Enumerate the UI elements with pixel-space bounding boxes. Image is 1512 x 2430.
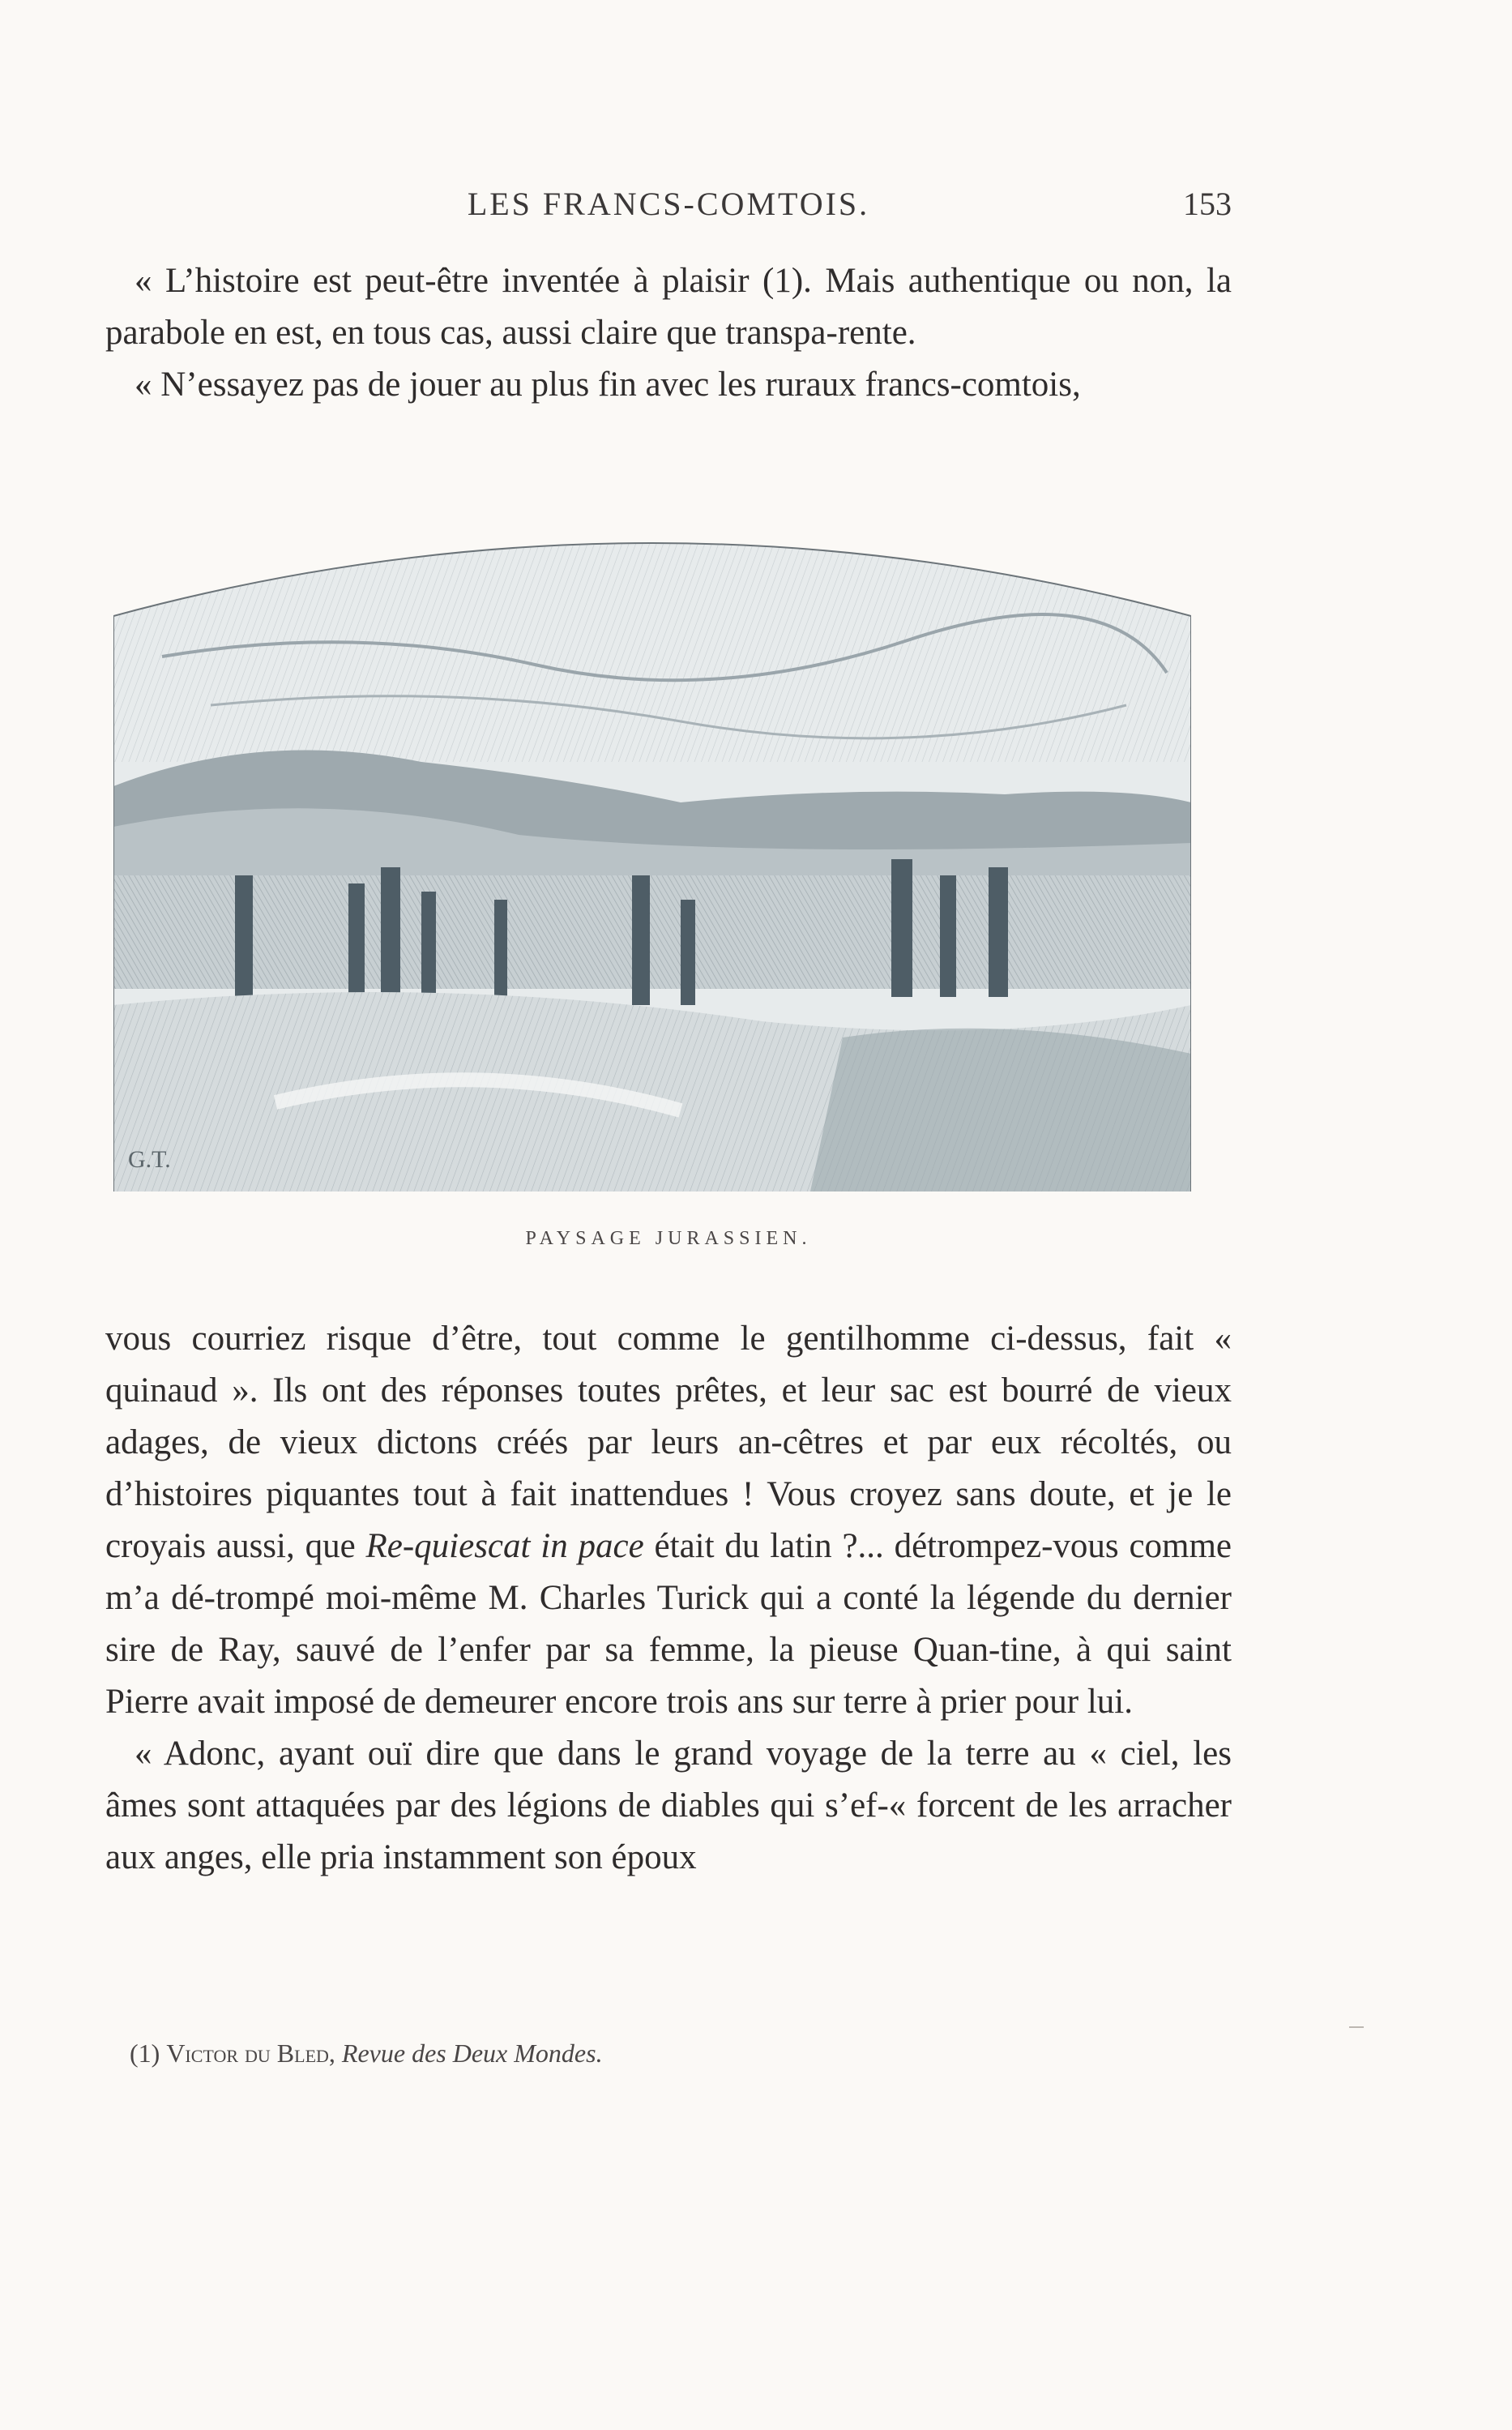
running-head	[105, 185, 1232, 225]
top-text	[105, 255, 1232, 411]
paragraph: « L’histoire est peut-être inventée à plaisir (1). Mais authentique ou non, la parabole en est, en tous cas, aussi claire que transpa-rente.	[105, 262, 1232, 352]
footnote-marker: (1)	[130, 2039, 160, 2068]
figure-caption: PAYSAGE JURASSIEN.	[525, 1228, 812, 1249]
paragraph-text: était du latin ?... détrompez-vous comme m’a dé-trompé moi-même M. Charles Turick qui a conté la légende du dernier sire de Ray, sauvé de l’enfer par sa femme, la pieuse Quan-tine, à qui saint Pierre avait imposé de demeurer encore trois ans sur terre à prier pour lui.	[105, 1527, 1232, 1721]
paragraph: « N’essayez pas de jouer au plus fin avec les ruraux francs-comtois,	[135, 366, 1081, 404]
paragraph	[105, 1313, 1232, 1728]
paragraph: « Adonc, ayant ouï dire que dans le grand voyage de la terre au « ciel, les âmes sont attaquées par des légions de diables qui s’ef-« forcent de les arracher aux anges, elle pria instamment son époux	[105, 1735, 1232, 1876]
paragraph-text: vous courriez risque d’être, tout comme le gentilhomme ci-dessus, fait « quinaud ». Ils ont des réponses toutes prêtes, et leur sac est bourré de vieux adages, de vieux dictons créés par leurs an-cêtres et par eux récoltés, ou d’histoires piquantes tout à fait inattendues ! Vous croyez sans doute, et je le croyais aussi, que	[105, 1320, 1232, 1565]
bottom-text	[105, 1313, 1232, 1884]
artist-signature: G.T.	[128, 1146, 171, 1173]
page-number: 153	[1183, 186, 1232, 222]
margin-mark	[1349, 2026, 1364, 2028]
landscape-engraving	[113, 519, 1191, 1191]
latin-phrase: Re-quiescat in pace	[365, 1527, 644, 1565]
footnote-journal: Revue des Deux Mondes.	[341, 2039, 603, 2068]
landscape-illustration	[113, 519, 1191, 1191]
footnote	[130, 2039, 1232, 2068]
running-title: LES FRANCS-COMTOIS.	[467, 186, 870, 222]
footnote-author: Victor du Bled,	[166, 2039, 335, 2068]
